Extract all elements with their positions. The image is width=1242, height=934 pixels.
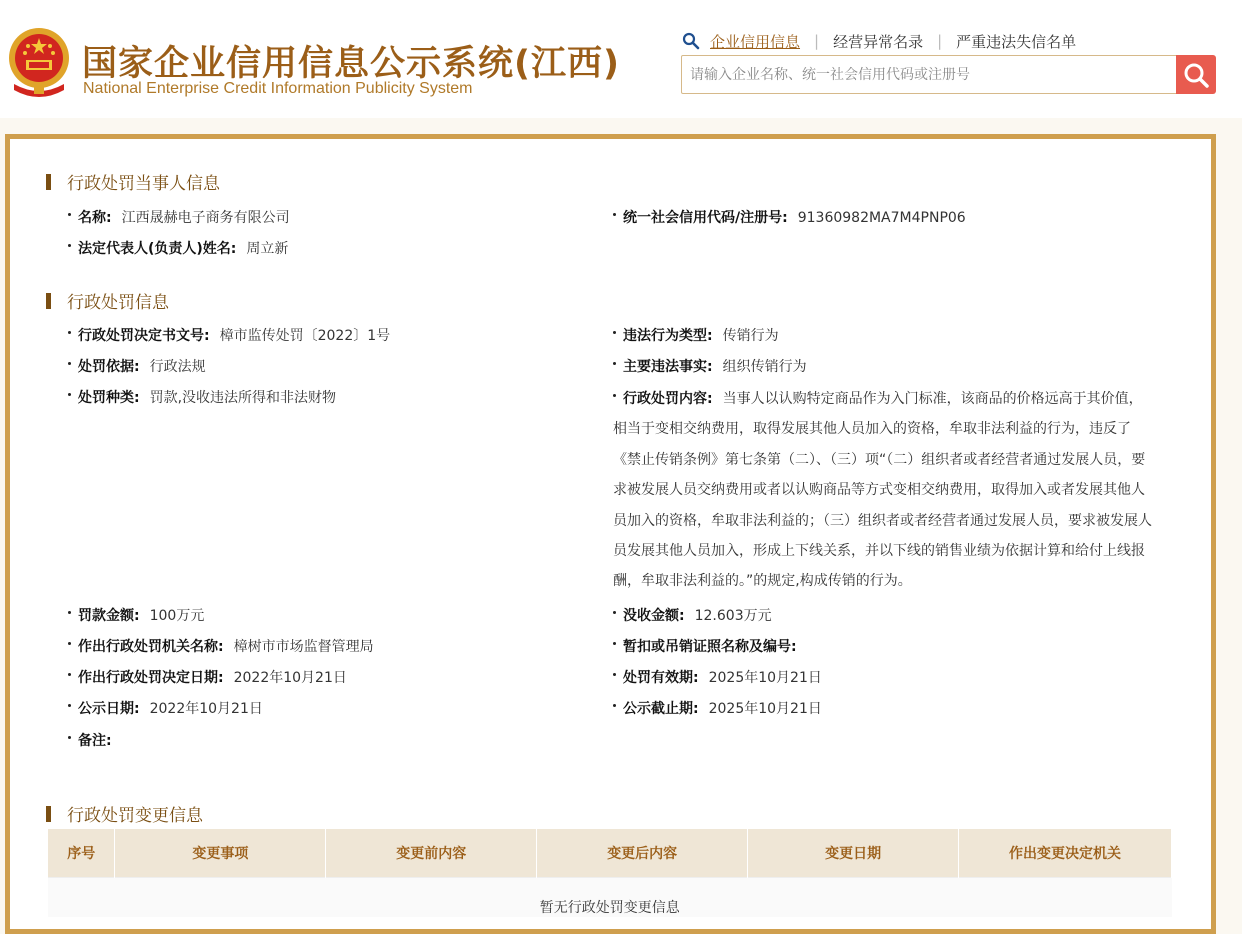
field-value: 2022年10月21日 bbox=[233, 670, 347, 686]
field-decision-date bbox=[68, 667, 347, 689]
field-value: 当事人以认购特定商品作为入门标准，该商品的价格远高于其价值，相当于变相交纳费用，取得发展其他人员加入的资格，牟取非法利益的行为，违反了《禁止传销条例》第七条第（二）、（三）项“（二）组织者或者经营者通过发展人员，要求被发展人员交纳费用或者以认购商品等方式变相交纳费用，取得加入或者发展其他人员加入的资格，牟取非法利益的；（三）组织者或者经营者通过发展人员，要求被发展人员发展其他人员加入，形成上下线关系，并以下线的销售业绩为依据计算和给付上线报酬，牟取非法利益的。”的规定,构成传销的行为。 bbox=[613, 391, 1152, 590]
field-confiscate bbox=[613, 605, 772, 627]
field-value: 周立新 bbox=[246, 241, 289, 257]
bullet bbox=[68, 331, 71, 334]
search-icon bbox=[1182, 61, 1210, 89]
field-value: 樟树市市场监督管理局 bbox=[233, 639, 374, 655]
section-title-text: 行政处罚信息 bbox=[67, 293, 169, 313]
col-header: 变更前内容 bbox=[326, 829, 537, 877]
table-row bbox=[48, 877, 1172, 917]
search-input[interactable] bbox=[681, 55, 1177, 94]
field-remark bbox=[68, 730, 122, 752]
bullet bbox=[613, 704, 616, 707]
field-label: 处罚种类: bbox=[78, 390, 140, 406]
field-label: 法定代表人(负责人)姓名: bbox=[78, 241, 237, 257]
field-label: 行政处罚内容: bbox=[623, 391, 713, 407]
search-icon bbox=[682, 32, 700, 50]
section-marker bbox=[46, 293, 51, 309]
field-label: 行政处罚决定书文号: bbox=[78, 328, 210, 344]
nav-separator: | bbox=[937, 32, 943, 50]
field-publish-end bbox=[613, 698, 822, 720]
bullet bbox=[68, 611, 71, 614]
top-nav bbox=[682, 30, 1076, 52]
field-label: 作出行政处罚机关名称: bbox=[78, 639, 224, 655]
bullet bbox=[68, 704, 71, 707]
field-value: 传销行为 bbox=[722, 328, 779, 344]
changes-table bbox=[48, 829, 1172, 917]
field-license bbox=[613, 636, 807, 658]
field-penalty-content bbox=[613, 384, 1153, 597]
field-value: 樟市监传处罚〔2022〕1号 bbox=[219, 328, 391, 344]
site-title: 国家企业信用信息公示系统(江西) bbox=[82, 44, 620, 84]
field-penalty-kind bbox=[68, 387, 336, 409]
nav-blacklist[interactable]: 严重违法失信名单 bbox=[956, 32, 1077, 51]
field-label: 统一社会信用代码/注册号: bbox=[623, 210, 788, 226]
empty-message: 暂无行政处罚变更信息 bbox=[48, 877, 1172, 917]
field-label: 处罚有效期: bbox=[623, 670, 699, 686]
bullet bbox=[68, 642, 71, 645]
bullet bbox=[68, 244, 71, 247]
bullet bbox=[68, 736, 71, 739]
field-value: 2025年10月21日 bbox=[708, 670, 822, 686]
table-header-row bbox=[48, 829, 1172, 877]
field-label: 备注: bbox=[78, 733, 112, 749]
field-fine bbox=[68, 605, 204, 627]
field-legal-rep bbox=[68, 238, 288, 260]
nav-abnormal-list[interactable]: 经营异常名录 bbox=[833, 32, 924, 51]
field-label: 公示截止期: bbox=[623, 701, 699, 717]
field-label: 违法行为类型: bbox=[623, 328, 713, 344]
field-label: 主要违法事实: bbox=[623, 359, 713, 375]
detail-card bbox=[5, 134, 1216, 934]
field-authority bbox=[68, 636, 374, 658]
bullet bbox=[68, 213, 71, 216]
nav-separator: | bbox=[814, 32, 820, 50]
section-title-changes bbox=[46, 801, 203, 826]
national-emblem-icon bbox=[6, 26, 72, 98]
field-value: 江西晟赫电子商务有限公司 bbox=[121, 210, 290, 226]
field-main-fact bbox=[613, 356, 807, 378]
col-header: 变更后内容 bbox=[537, 829, 748, 877]
bullet bbox=[613, 611, 616, 614]
field-value: 组织传销行为 bbox=[722, 359, 807, 375]
field-doc-no bbox=[68, 325, 390, 347]
field-value: 罚款,没收违法所得和非法财物 bbox=[149, 390, 337, 406]
field-value: 12.603万元 bbox=[694, 608, 772, 624]
bullet bbox=[613, 673, 616, 676]
field-value: 100万元 bbox=[149, 608, 205, 624]
bullet bbox=[68, 673, 71, 676]
field-label: 暂扣或吊销证照名称及编号: bbox=[623, 639, 797, 655]
field-value: 2022年10月21日 bbox=[149, 701, 263, 717]
field-label: 没收金额: bbox=[623, 608, 685, 624]
field-label: 作出行政处罚决定日期: bbox=[78, 670, 224, 686]
field-label: 名称: bbox=[78, 210, 112, 226]
site-header bbox=[0, 0, 1242, 118]
field-value: 91360982MA7M4PNP06 bbox=[797, 210, 966, 226]
field-validity bbox=[613, 667, 822, 689]
section-title-party bbox=[46, 169, 220, 194]
field-basis bbox=[68, 356, 206, 378]
field-value: 2025年10月21日 bbox=[708, 701, 822, 717]
field-violation-type bbox=[613, 325, 779, 347]
site-subtitle: National Enterprise Credit Information Publicity System bbox=[83, 80, 473, 97]
col-header: 序号 bbox=[48, 829, 115, 877]
field-label: 处罚依据: bbox=[78, 359, 140, 375]
bullet bbox=[613, 642, 616, 645]
section-marker bbox=[46, 806, 51, 822]
section-title-text: 行政处罚当事人信息 bbox=[67, 174, 220, 194]
field-publish-date bbox=[68, 698, 263, 720]
bullet bbox=[613, 331, 616, 334]
col-header: 作出变更决定机关 bbox=[959, 829, 1172, 877]
bullet bbox=[613, 362, 616, 365]
bullet bbox=[613, 394, 616, 397]
bullet bbox=[613, 213, 616, 216]
nav-enterprise-credit[interactable]: 企业信用信息 bbox=[710, 32, 801, 51]
col-header: 变更日期 bbox=[748, 829, 959, 877]
bullet bbox=[68, 393, 71, 396]
col-header: 变更事项 bbox=[115, 829, 326, 877]
field-name bbox=[68, 207, 290, 229]
search-button[interactable] bbox=[1176, 55, 1216, 94]
field-label: 公示日期: bbox=[78, 701, 140, 717]
bullet bbox=[68, 362, 71, 365]
section-title-penalty bbox=[46, 288, 169, 313]
field-value: 行政法规 bbox=[149, 359, 206, 375]
field-label: 罚款金额: bbox=[78, 608, 140, 624]
section-marker bbox=[46, 174, 51, 190]
field-credit-code bbox=[613, 207, 966, 229]
section-title-text: 行政处罚变更信息 bbox=[67, 806, 203, 826]
